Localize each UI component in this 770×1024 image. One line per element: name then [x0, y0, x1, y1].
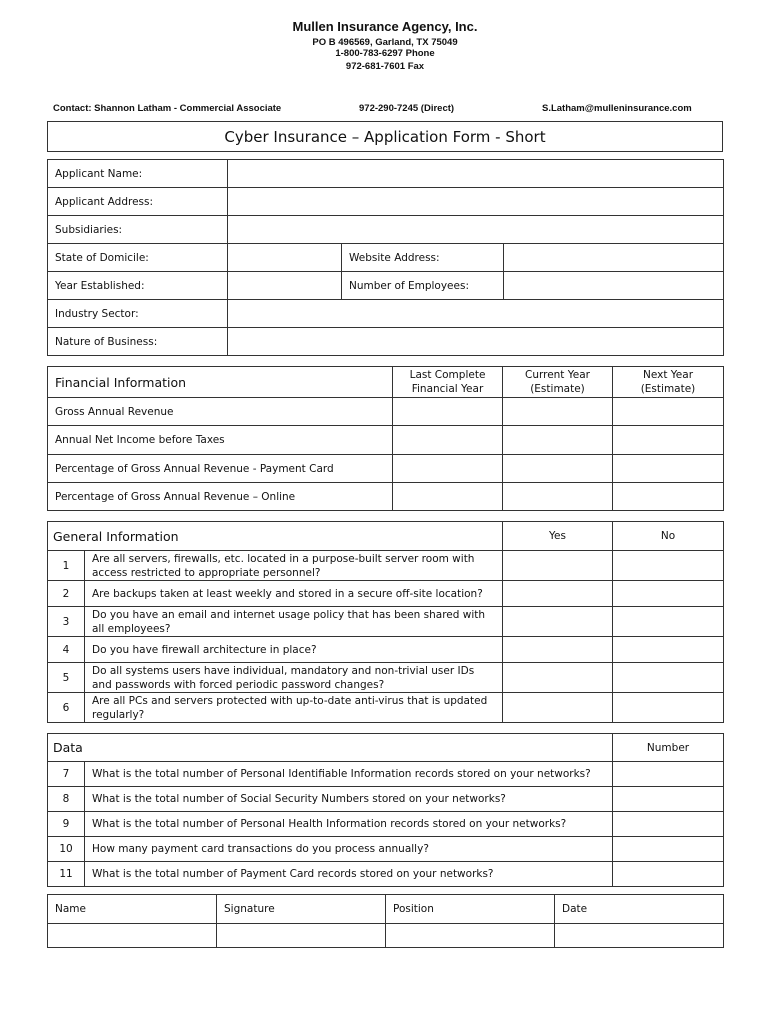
- question-number: 3: [48, 607, 85, 637]
- company-fax: 972-681-7601 Fax: [345, 61, 425, 72]
- financial-cell[interactable]: [503, 398, 613, 426]
- data-heading: Data: [48, 734, 613, 762]
- yes-checkbox[interactable]: [503, 693, 613, 723]
- number-field[interactable]: [613, 812, 724, 837]
- industry-sector-field[interactable]: [228, 300, 724, 328]
- question-text: Are all PCs and servers protected with up-to-date anti-virus that is updated regularly?: [85, 693, 503, 723]
- financial-cell[interactable]: [393, 455, 503, 483]
- financial-heading: Financial Information: [48, 367, 393, 398]
- number-field[interactable]: [613, 787, 724, 812]
- financial-cell[interactable]: [503, 455, 613, 483]
- year-established-field[interactable]: [228, 272, 342, 300]
- position-label: Position: [386, 895, 555, 924]
- financial-col-next-year: Next Year (Estimate): [613, 367, 724, 398]
- year-established-label: Year Established:: [48, 272, 228, 300]
- name-field[interactable]: [48, 924, 217, 948]
- question-text: What is the total number of Personal Identifiable Information records stored on your networks?: [85, 762, 613, 787]
- number-field[interactable]: [613, 762, 724, 787]
- yes-checkbox[interactable]: [503, 663, 613, 693]
- contact-name: Contact: Shannon Latham - Commercial Associate: [53, 103, 282, 114]
- no-checkbox[interactable]: [613, 581, 724, 607]
- signature-table: [47, 894, 724, 948]
- question-text: What is the total number of Social Security Numbers stored on your networks?: [85, 787, 613, 812]
- website-address-label: Website Address:: [342, 244, 504, 272]
- yes-column-header: Yes: [503, 522, 613, 551]
- question-text: What is the total number of Personal Health Information records stored on your networks?: [85, 812, 613, 837]
- question-number: 7: [48, 762, 85, 787]
- general-info-heading: General Information: [48, 522, 503, 551]
- financial-row-label: Percentage of Gross Annual Revenue - Payment Card: [48, 455, 393, 483]
- number-of-employees-field[interactable]: [504, 272, 724, 300]
- financial-cell[interactable]: [393, 398, 503, 426]
- question-text: Are backups taken at least weekly and stored in a secure off-site location?: [85, 581, 503, 607]
- applicant-table: [47, 159, 724, 356]
- question-number: 11: [48, 862, 85, 887]
- no-checkbox[interactable]: [613, 663, 724, 693]
- state-of-domicile-field[interactable]: [228, 244, 342, 272]
- question-text: What is the total number of Payment Card records stored on your networks?: [85, 862, 613, 887]
- financial-col-current-year: Current Year (Estimate): [503, 367, 613, 398]
- number-field[interactable]: [613, 862, 724, 887]
- no-checkbox[interactable]: [613, 693, 724, 723]
- subsidiaries-label: Subsidiaries:: [48, 216, 228, 244]
- applicant-name-label: Applicant Name:: [48, 160, 228, 188]
- question-text: Do you have an email and internet usage policy that has been shared with all employees?: [85, 607, 503, 637]
- company-address: PO B 496569, Garland, TX 75049: [312, 37, 458, 48]
- financial-cell[interactable]: [503, 426, 613, 455]
- no-checkbox[interactable]: [613, 637, 724, 663]
- financial-cell[interactable]: [393, 483, 503, 511]
- number-field[interactable]: [613, 837, 724, 862]
- no-checkbox[interactable]: [613, 607, 724, 637]
- applicant-address-label: Applicant Address:: [48, 188, 228, 216]
- financial-row-label: Annual Net Income before Taxes: [48, 426, 393, 455]
- applicant-name-field[interactable]: [228, 160, 724, 188]
- question-text: How many payment card transactions do you process annually?: [85, 837, 613, 862]
- financial-cell[interactable]: [613, 398, 724, 426]
- yes-checkbox[interactable]: [503, 607, 613, 637]
- form-title: Cyber Insurance – Application Form - Short: [47, 121, 723, 152]
- date-label: Date: [555, 895, 724, 924]
- financial-row-label: Percentage of Gross Annual Revenue – Online: [48, 483, 393, 511]
- signature-field[interactable]: [217, 924, 386, 948]
- company-name: Mullen Insurance Agency, Inc.: [292, 19, 478, 34]
- question-text: Are all servers, firewalls, etc. located in a purpose-built server room with access restricted to appropriate personnel?: [85, 551, 503, 581]
- no-column-header: No: [613, 522, 724, 551]
- general-info-table: [47, 521, 724, 723]
- question-number: 9: [48, 812, 85, 837]
- financial-table: [47, 366, 724, 511]
- number-column-header: Number: [613, 734, 724, 762]
- financial-row-label: Gross Annual Revenue: [48, 398, 393, 426]
- yes-checkbox[interactable]: [503, 551, 613, 581]
- nature-of-business-label: Nature of Business:: [48, 328, 228, 356]
- no-checkbox[interactable]: [613, 551, 724, 581]
- data-table: [47, 733, 724, 887]
- financial-cell[interactable]: [503, 483, 613, 511]
- position-field[interactable]: [386, 924, 555, 948]
- question-number: 2: [48, 581, 85, 607]
- nature-of-business-field[interactable]: [228, 328, 724, 356]
- question-number: 1: [48, 551, 85, 581]
- question-text: Do all systems users have individual, mandatory and non-trivial user IDs and passwords with forced periodic password changes?: [85, 663, 503, 693]
- name-label: Name: [48, 895, 217, 924]
- industry-sector-label: Industry Sector:: [48, 300, 228, 328]
- question-number: 10: [48, 837, 85, 862]
- financial-cell[interactable]: [613, 426, 724, 455]
- question-number: 5: [48, 663, 85, 693]
- signature-label: Signature: [217, 895, 386, 924]
- yes-checkbox[interactable]: [503, 581, 613, 607]
- state-of-domicile-label: State of Domicile:: [48, 244, 228, 272]
- question-text: Do you have firewall architecture in place?: [85, 637, 503, 663]
- contact-email: S.Latham@mulleninsurance.com: [542, 103, 692, 114]
- applicant-address-field[interactable]: [228, 188, 724, 216]
- company-phone: 1-800-783-6297 Phone: [335, 48, 435, 59]
- financial-cell[interactable]: [393, 426, 503, 455]
- question-number: 6: [48, 693, 85, 723]
- subsidiaries-field[interactable]: [228, 216, 724, 244]
- yes-checkbox[interactable]: [503, 637, 613, 663]
- financial-col-last-year: Last Complete Financial Year: [393, 367, 503, 398]
- question-number: 4: [48, 637, 85, 663]
- contact-direct-phone: 972-290-7245 (Direct): [359, 103, 455, 114]
- website-address-field[interactable]: [504, 244, 724, 272]
- financial-cell[interactable]: [613, 483, 724, 511]
- question-number: 8: [48, 787, 85, 812]
- date-field[interactable]: [555, 924, 724, 948]
- financial-cell[interactable]: [613, 455, 724, 483]
- number-of-employees-label: Number of Employees:: [342, 272, 504, 300]
